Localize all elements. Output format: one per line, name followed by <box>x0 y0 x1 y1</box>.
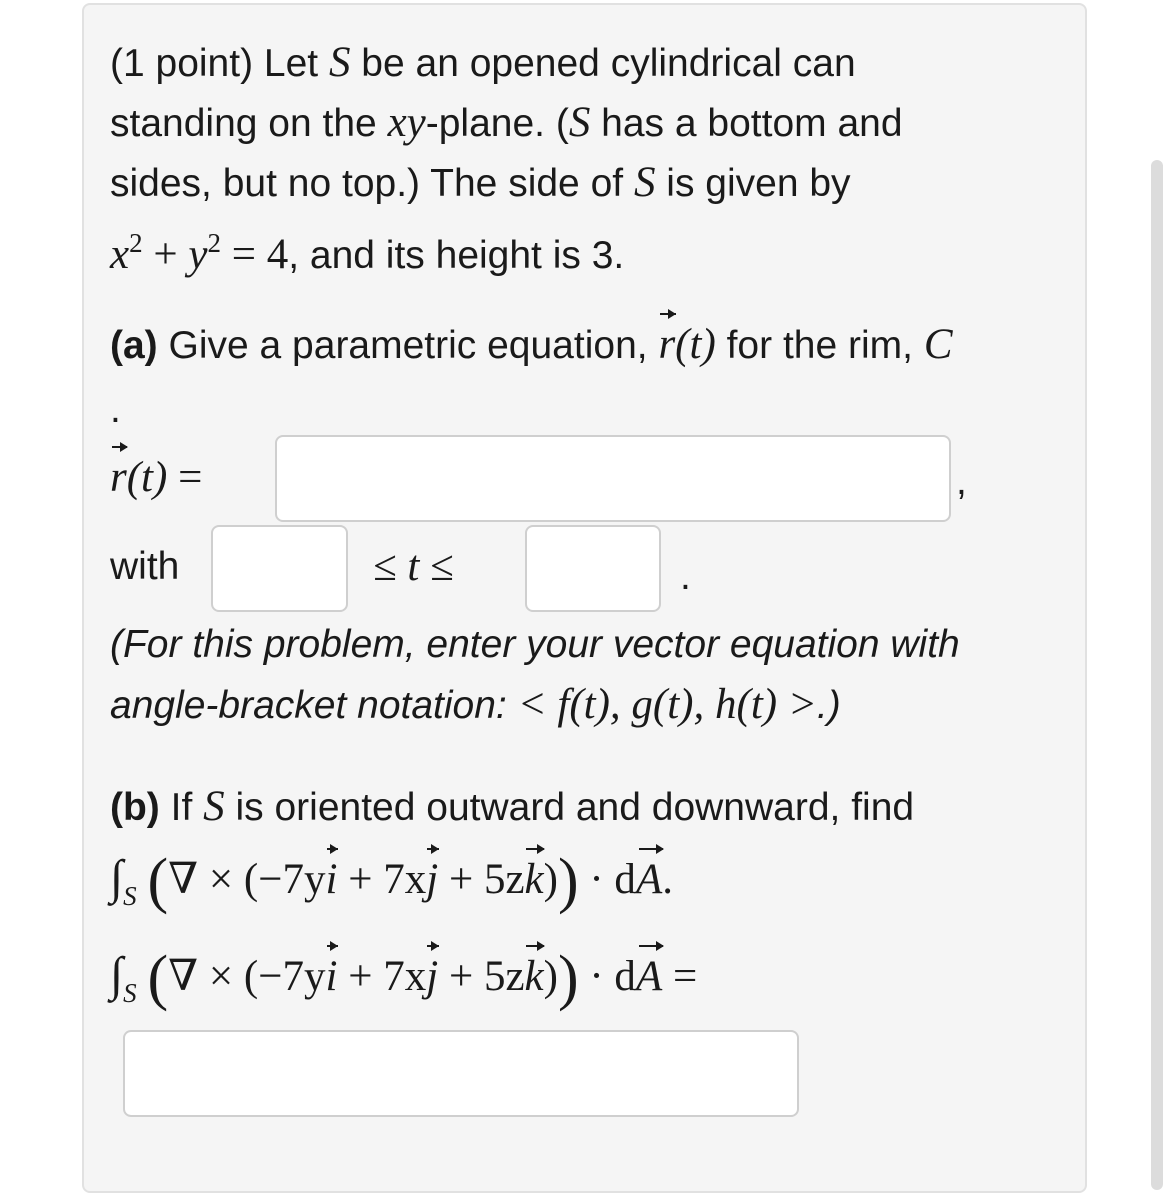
t-upper-bound-input[interactable] <box>525 525 661 612</box>
part-a-question: (a) Give a parametric equation, r(t) for the rim, C <box>110 315 953 376</box>
t-lower-bound-input[interactable] <box>211 525 348 612</box>
surface-integral-1: $\int_S$ (∇ × (−7yi + 7xj + 5zk)) · dA. <box>110 847 673 915</box>
math-S: S <box>328 39 351 86</box>
note-line-1: (For this problem, enter your vector equation with <box>110 623 960 666</box>
problem-line-1: (1 point) Let S be an opened cylindrical can <box>110 39 856 86</box>
part-b-label: (b) <box>110 786 160 829</box>
problem-line-2: standing on the xy-plane. (S has a bottom and <box>110 99 903 146</box>
comma: , <box>956 460 967 503</box>
scrollbar[interactable] <box>1151 160 1163 1190</box>
r-of-t-lhs: r(t) = <box>110 448 202 509</box>
t-inequality: ≤ t ≤ <box>373 543 454 590</box>
problem-line-3: sides, but no top.) The side of S is given by <box>110 159 851 206</box>
angle-bracket-notation: < f(t), g(t), h(t) > <box>517 681 817 728</box>
part-a-dot: . <box>110 388 121 431</box>
problem-line-4: $x^2 + y^2 = 4$, and its height is 3. <box>110 228 625 278</box>
r-of-t-input[interactable] <box>275 435 951 522</box>
with-label: with <box>110 545 180 588</box>
integral-answer-input[interactable] <box>123 1030 799 1117</box>
surface-integral-2: $\int_S$ (∇ × (−7yi + 7xj + 5zk)) · dA = <box>110 944 698 1012</box>
note-line-2: angle-bracket notation: < f(t), g(t), h(t) >.) <box>110 681 841 728</box>
period: . <box>680 555 691 598</box>
part-a-label: (a) <box>110 324 158 367</box>
points-label: (1 point) <box>110 42 254 85</box>
part-b-question: (b) If S is oriented outward and downward, find <box>110 783 915 830</box>
